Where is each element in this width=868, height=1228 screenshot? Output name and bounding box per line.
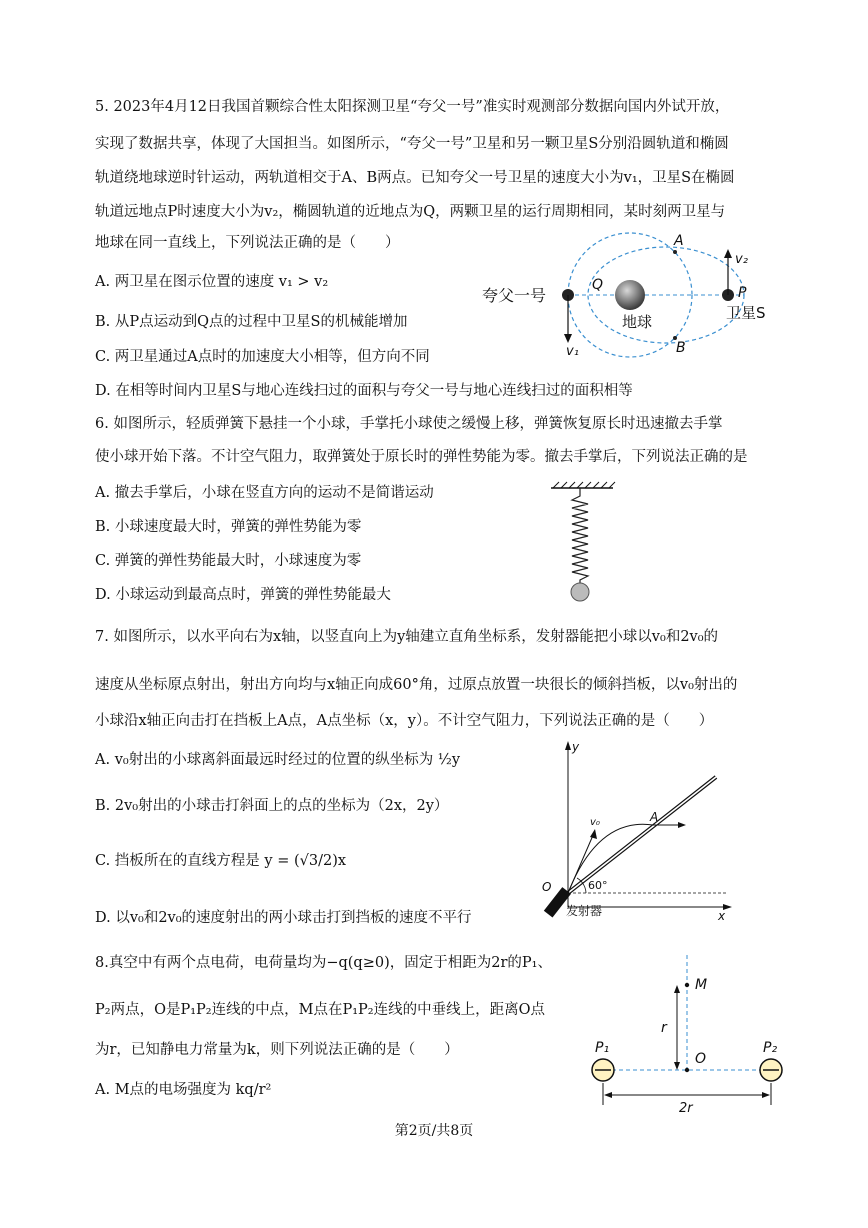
q7-stem-line: 7. 如图所示，以水平向右为x轴，以竖直向上为y轴建立直角坐标系，发射器能把小球以v₀和2v₀的 <box>95 629 719 645</box>
page-number: 第2页/共8页 <box>394 1123 474 1139</box>
point-m-label: M <box>695 977 708 993</box>
q5-stem-line: 地球在同一直线上，下列说法正确的是（ ） <box>95 235 400 251</box>
point-b-label: B <box>676 340 686 356</box>
q8-stem-line: 8.真空中有两个点电荷，电荷量均为−q(q≥0)，固定于相距为2r的P₁、 <box>95 955 552 971</box>
v2-label: v₂ <box>735 252 748 267</box>
point-p-label: P <box>738 285 747 301</box>
q5-option-d: D. 在相等时间内卫星S与地心连线扫过的面积与夸父一号与地心连线扫过的面积相等 <box>95 383 633 399</box>
point-a-label: A <box>650 810 659 824</box>
q6-option-b: B. 小球速度最大时，弹簧的弹性势能为零 <box>95 519 362 535</box>
q5-orbit-figure <box>470 225 800 365</box>
q5-option-b: B. 从P点运动到Q点的过程中卫星S的机械能增加 <box>95 314 408 330</box>
q5-stem-line: 轨道绕地球逆时针运动，两轨道相交于A、B两点。已知夸父一号卫星的速度大小为v₁，卫星S在椭圆 <box>95 170 735 186</box>
q7-stem-line: 速度从坐标原点射出，射出方向均与x轴正向成60°角，过原点放置一块很长的倾斜挡板，以v₀射出的 <box>95 677 738 693</box>
p2-label: P₂ <box>763 1040 778 1056</box>
q6-spring-figure <box>545 478 620 608</box>
q7-projectile-figure <box>528 735 738 925</box>
q6-stem-line: 使小球开始下落。不计空气阻力，取弹簧处于原长时的弹性势能为零。撤去手掌后，下列说法正确的是 <box>95 449 748 465</box>
v0-label: v₀ <box>590 817 600 828</box>
q6-stem-line: 6. 如图所示，轻质弹簧下悬挂一个小球，手掌托小球使之缓慢上移，弹簧恢复原长时迅速撤去手掌 <box>95 416 723 432</box>
q5-stem-line: 实现了数据共享，体现了大国担当。如图所示，“夸父一号”卫星和另一颗卫星S分别沿圆轨道和椭圆 <box>95 136 729 152</box>
q7-option-b: B. 2v₀射出的小球击打斜面上的点的坐标为（2x，2y） <box>95 798 449 814</box>
earth-icon <box>615 280 645 310</box>
satellite-s-label: 卫星S <box>726 304 766 322</box>
r-label: r <box>661 1020 667 1036</box>
q7-option-c: C. 挡板所在的直线方程是 y = (√3/2)x <box>95 853 347 869</box>
kuafu-label: 夸父一号 <box>482 286 547 305</box>
point-q-label: Q <box>592 277 604 293</box>
point-a-label: A <box>674 233 684 249</box>
q8-stem-line: 为r，已知静电力常量为k，则下列说法正确的是（ ） <box>95 1042 459 1058</box>
point-m-dot <box>685 983 689 987</box>
q6-option-c: C. 弹簧的弹性势能最大时，小球速度为零 <box>95 553 362 569</box>
point-o-label: O <box>695 1051 707 1067</box>
q5-stem-line: 轨道远地点P时速度大小为v₂，椭圆轨道的近地点为Q，两颗卫星的运行周期相同，某时刻两卫星与 <box>95 204 726 220</box>
q8-option-a: A. M点的电场强度为 kq/r² <box>95 1082 272 1098</box>
q8-charges-figure <box>585 950 795 1115</box>
origin-label: O <box>542 880 552 894</box>
q7-option-d: D. 以v₀和2v₀的速度射出的两小球击打到挡板的速度不平行 <box>95 910 472 926</box>
spring-coil <box>572 488 588 584</box>
y-axis-label: y <box>572 740 580 754</box>
launcher-label: 发射器 <box>566 904 603 918</box>
point-a-dot <box>673 250 677 254</box>
q5-stem-line: 5. 2023年4月12日我国首颗综合性太阳探测卫星“夸父一号”准实时观测部分数据向国内外试开放， <box>95 99 730 115</box>
v1-label: v₁ <box>566 344 579 359</box>
q7-option-a: A. v₀射出的小球离斜面最远时经过的位置的纵坐标为 ½y <box>95 752 461 768</box>
earth-label: 地球 <box>622 313 653 331</box>
angle-label: 60° <box>588 879 608 892</box>
ball-icon <box>571 583 589 601</box>
q7-stem-line: 小球沿x轴正向击打在挡板上A点，A点坐标（x，y）。不计空气阻力，下列说法正确的是（ ） <box>95 713 714 729</box>
point-o-dot <box>685 1068 689 1072</box>
q6-option-d: D. 小球运动到最高点时，弹簧的弹性势能最大 <box>95 587 391 603</box>
q6-option-a: A. 撤去手掌后，小球在竖直方向的运动不是简谐运动 <box>95 485 434 501</box>
q8-stem-line: P₂两点，O是P₁P₂连线的中点，M点在P₁P₂连线的中垂线上，距离O点 <box>95 1002 545 1018</box>
q5-option-a: A. 两卫星在图示位置的速度 v₁ > v₂ <box>95 274 329 290</box>
two-r-label: 2r <box>679 1101 693 1115</box>
q5-option-c: C. 两卫星通过A点时的加速度大小相等，但方向不同 <box>95 349 430 365</box>
p1-label: P₁ <box>595 1040 610 1056</box>
x-axis-label: x <box>718 909 726 923</box>
